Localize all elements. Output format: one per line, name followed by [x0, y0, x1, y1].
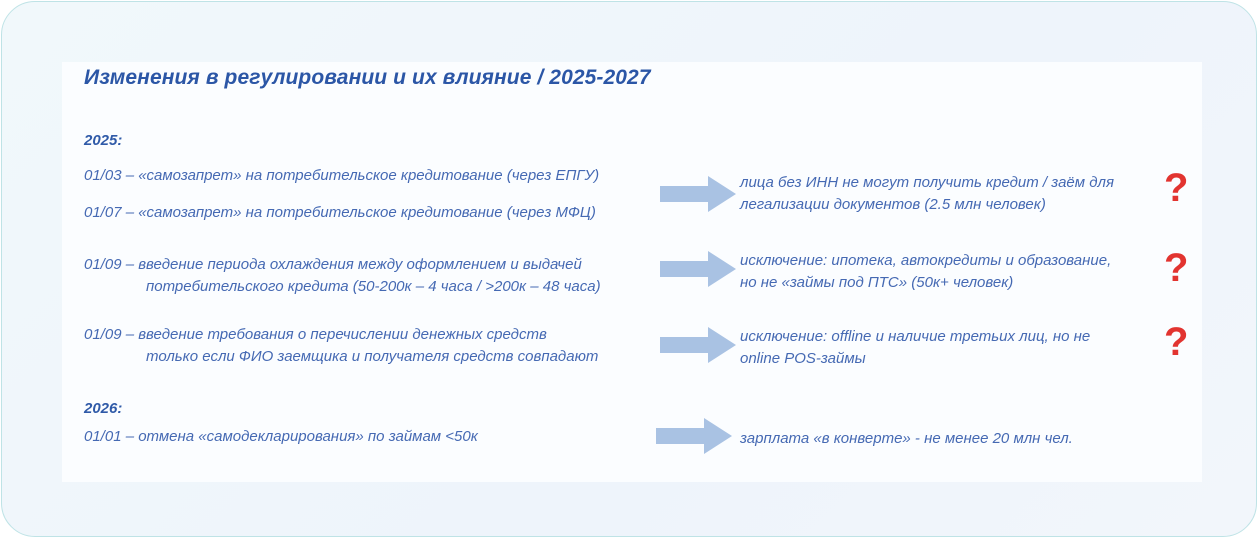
change-item-samozapret-mfc: 01/07 – «самозапрет» на потребительское кредитование (через МФЦ): [84, 204, 596, 221]
change-item-transfer-requirement: 01/09 – введение требования о перечислении денежных средств: [84, 326, 547, 343]
change-item-cooling-period: 01/09 – введение периода охлаждения между оформлением и выдачей: [84, 256, 582, 273]
question-mark-icon: ?: [1164, 246, 1189, 290]
question-mark-icon: ?: [1164, 166, 1189, 210]
right-arrow-icon: [656, 418, 732, 454]
impact-line: исключение: ипотека, автокредиты и образование,: [740, 252, 1112, 269]
right-arrow-icon: [660, 251, 736, 287]
impact-line: лица без ИНН не могут получить кредит / заём для: [740, 174, 1114, 191]
change-item-self-declaration: 01/01 – отмена «самодекларирования» по займам <50к: [84, 428, 478, 445]
impact-line: легализации документов (2.5 млн человек): [740, 196, 1046, 213]
right-arrow-icon: [660, 327, 736, 363]
impact-line: исключение: offline и наличие третьих лиц, но не: [740, 328, 1091, 345]
impact-line: online POS-займы: [740, 350, 866, 367]
impact-line: но не «займы под ПТС» (50к+ человек): [740, 274, 1014, 291]
right-arrow-icon: [660, 176, 736, 212]
change-item-transfer-requirement-cont: только если ФИО заемщика и получателя средств совпадают: [146, 348, 599, 365]
impact-line: зарплата «в конверте» - не менее 20 млн чел.: [740, 430, 1073, 447]
year-heading-2025: 2025:: [84, 132, 123, 149]
change-item-cooling-period-cont: потребительского кредита (50-200к – 4 часа / >200к – 48 часа): [146, 278, 601, 295]
year-heading-2026: 2026:: [84, 400, 123, 417]
change-item-samozapret-epgu: 01/03 – «самозапрет» на потребительское кредитование (через ЕПГУ): [84, 167, 600, 184]
slide-title: Изменения в регулировании и их влияние / 2025-2027: [84, 66, 651, 89]
question-mark-icon: ?: [1164, 320, 1189, 364]
